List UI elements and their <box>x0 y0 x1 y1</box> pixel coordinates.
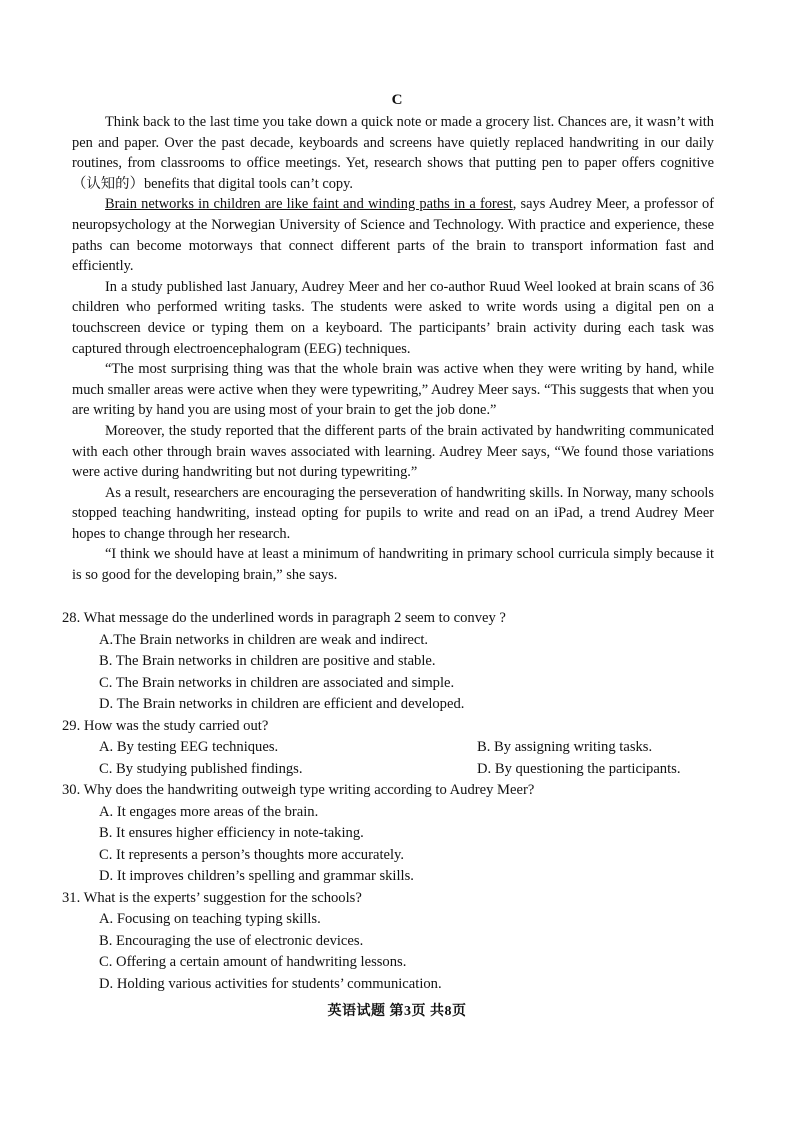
question-31 <box>62 888 722 996</box>
option-a: A. By testing EEG techniques. <box>99 739 279 755</box>
page-footer: 英语试题 第3页 共8页 <box>327 1004 467 1019</box>
option-c: C. By studying published findings. <box>99 760 303 777</box>
paragraph-4: “The most surprising thing was that the whole brain was active when they were writing by hand, while much smaller areas were active when they were typewriting,” Audrey Meer says. “This suggests that when you are writing by hand you are using most of your brain to get the job done.” <box>72 361 714 419</box>
option-b: B. The Brain networks in children are positive and stable. <box>99 653 436 669</box>
question-stem <box>62 716 722 738</box>
option-grid <box>62 737 722 780</box>
option-a: A. It engages more areas of the brain. <box>99 803 319 820</box>
option-b: B. Encouraging the use of electronic devices. <box>99 932 364 949</box>
underlined-words: Brain networks in children are like faint and winding paths in a forest <box>105 196 513 213</box>
option-b: B. By assigning writing tasks. <box>477 739 653 755</box>
question-number: 31. <box>62 889 81 906</box>
question-28 <box>62 608 722 716</box>
paragraph-2 <box>72 194 714 276</box>
option-a: A.The Brain networks in children are weak and indirect. <box>99 631 429 648</box>
paragraph-5: Moreover, the study reported that the different parts of the brain activated by handwriting communicated with each other through brain waves associated with learning. Audrey Meer says, “We found those variations were active during handwriting but not during typewriting.” <box>72 422 714 481</box>
question-number: 28. <box>62 610 81 626</box>
question-stem <box>62 888 722 910</box>
paragraph-3: In a study published last January, Audrey Meer and her co-author Ruud Weel looked at brain scans of 36 children who performed writing tasks. The students were asked to write words using a digital pen on a touchscreen device or typing them on a keyboard. The participants’ brain activity during each task was captured through electroencephalogram (EEG) techniques. <box>72 278 714 357</box>
paragraph-1: Think back to the last time you take down a quick note or made a grocery list. Chances are, it wasn’t with pen and paper. Over the past decade, keyboards and screens have quietly replaced handwriting in our daily routines, from classrooms to office meetings. Yet, research shows that putting pen to paper offers cognitive（认知的）benefits that digital tools can’t copy. <box>72 114 714 192</box>
option-d: D. Holding various activities for students’ communication. <box>99 975 442 992</box>
section-heading: C <box>391 92 403 108</box>
question-text: How was the study carried out? <box>83 717 269 734</box>
reading-passage <box>72 112 714 586</box>
paragraph-7: “I think we should have at least a minimum of handwriting in primary school curricula simply because it is so good for the developing brain,” she says. <box>72 546 714 584</box>
option-a: A. Focusing on teaching typing skills. <box>99 911 321 927</box>
question-stem <box>62 780 722 802</box>
option-b: B. It ensures higher efficiency in note-taking. <box>99 825 364 841</box>
option-c: C. The Brain networks in children are associated and simple. <box>99 674 455 691</box>
question-text: Why does the handwriting outweigh type writing according to Audrey Meer? <box>83 782 535 798</box>
question-text: What is the experts’ suggestion for the schools? <box>83 889 362 906</box>
question-29 <box>62 716 722 781</box>
question-30 <box>62 780 722 888</box>
paragraph-2-rest: , says Audrey Meer, a professor of neuropsychology at the Norwegian University of Science and Technology. With practice and experience, these paths can become motorways that connect different parts of the brain to transport information fast and efficiently. <box>72 196 714 275</box>
question-number: 29. <box>62 717 81 734</box>
option-c: C. Offering a certain amount of handwriting lessons. <box>99 954 407 970</box>
option-d: D. By questioning the participants. <box>477 760 681 777</box>
question-list <box>62 608 722 995</box>
option-c: C. It represents a person’s thoughts more accurately. <box>99 846 405 863</box>
question-text: What message do the underlined words in paragraph 2 seem to convey ? <box>83 610 506 626</box>
paragraph-6: As a result, researchers are encouraging the perseveration of handwriting skills. In Norway, many schools stopped teaching handwriting, instead opting for pupils to write and read on an iPad, a trend Audrey Meer hopes to change through her research. <box>72 484 714 542</box>
question-number: 30. <box>62 782 81 798</box>
question-stem <box>62 608 722 630</box>
option-d: D. The Brain networks in children are efficient and developed. <box>99 696 465 712</box>
option-d: D. It improves children’s spelling and grammar skills. <box>99 868 414 884</box>
